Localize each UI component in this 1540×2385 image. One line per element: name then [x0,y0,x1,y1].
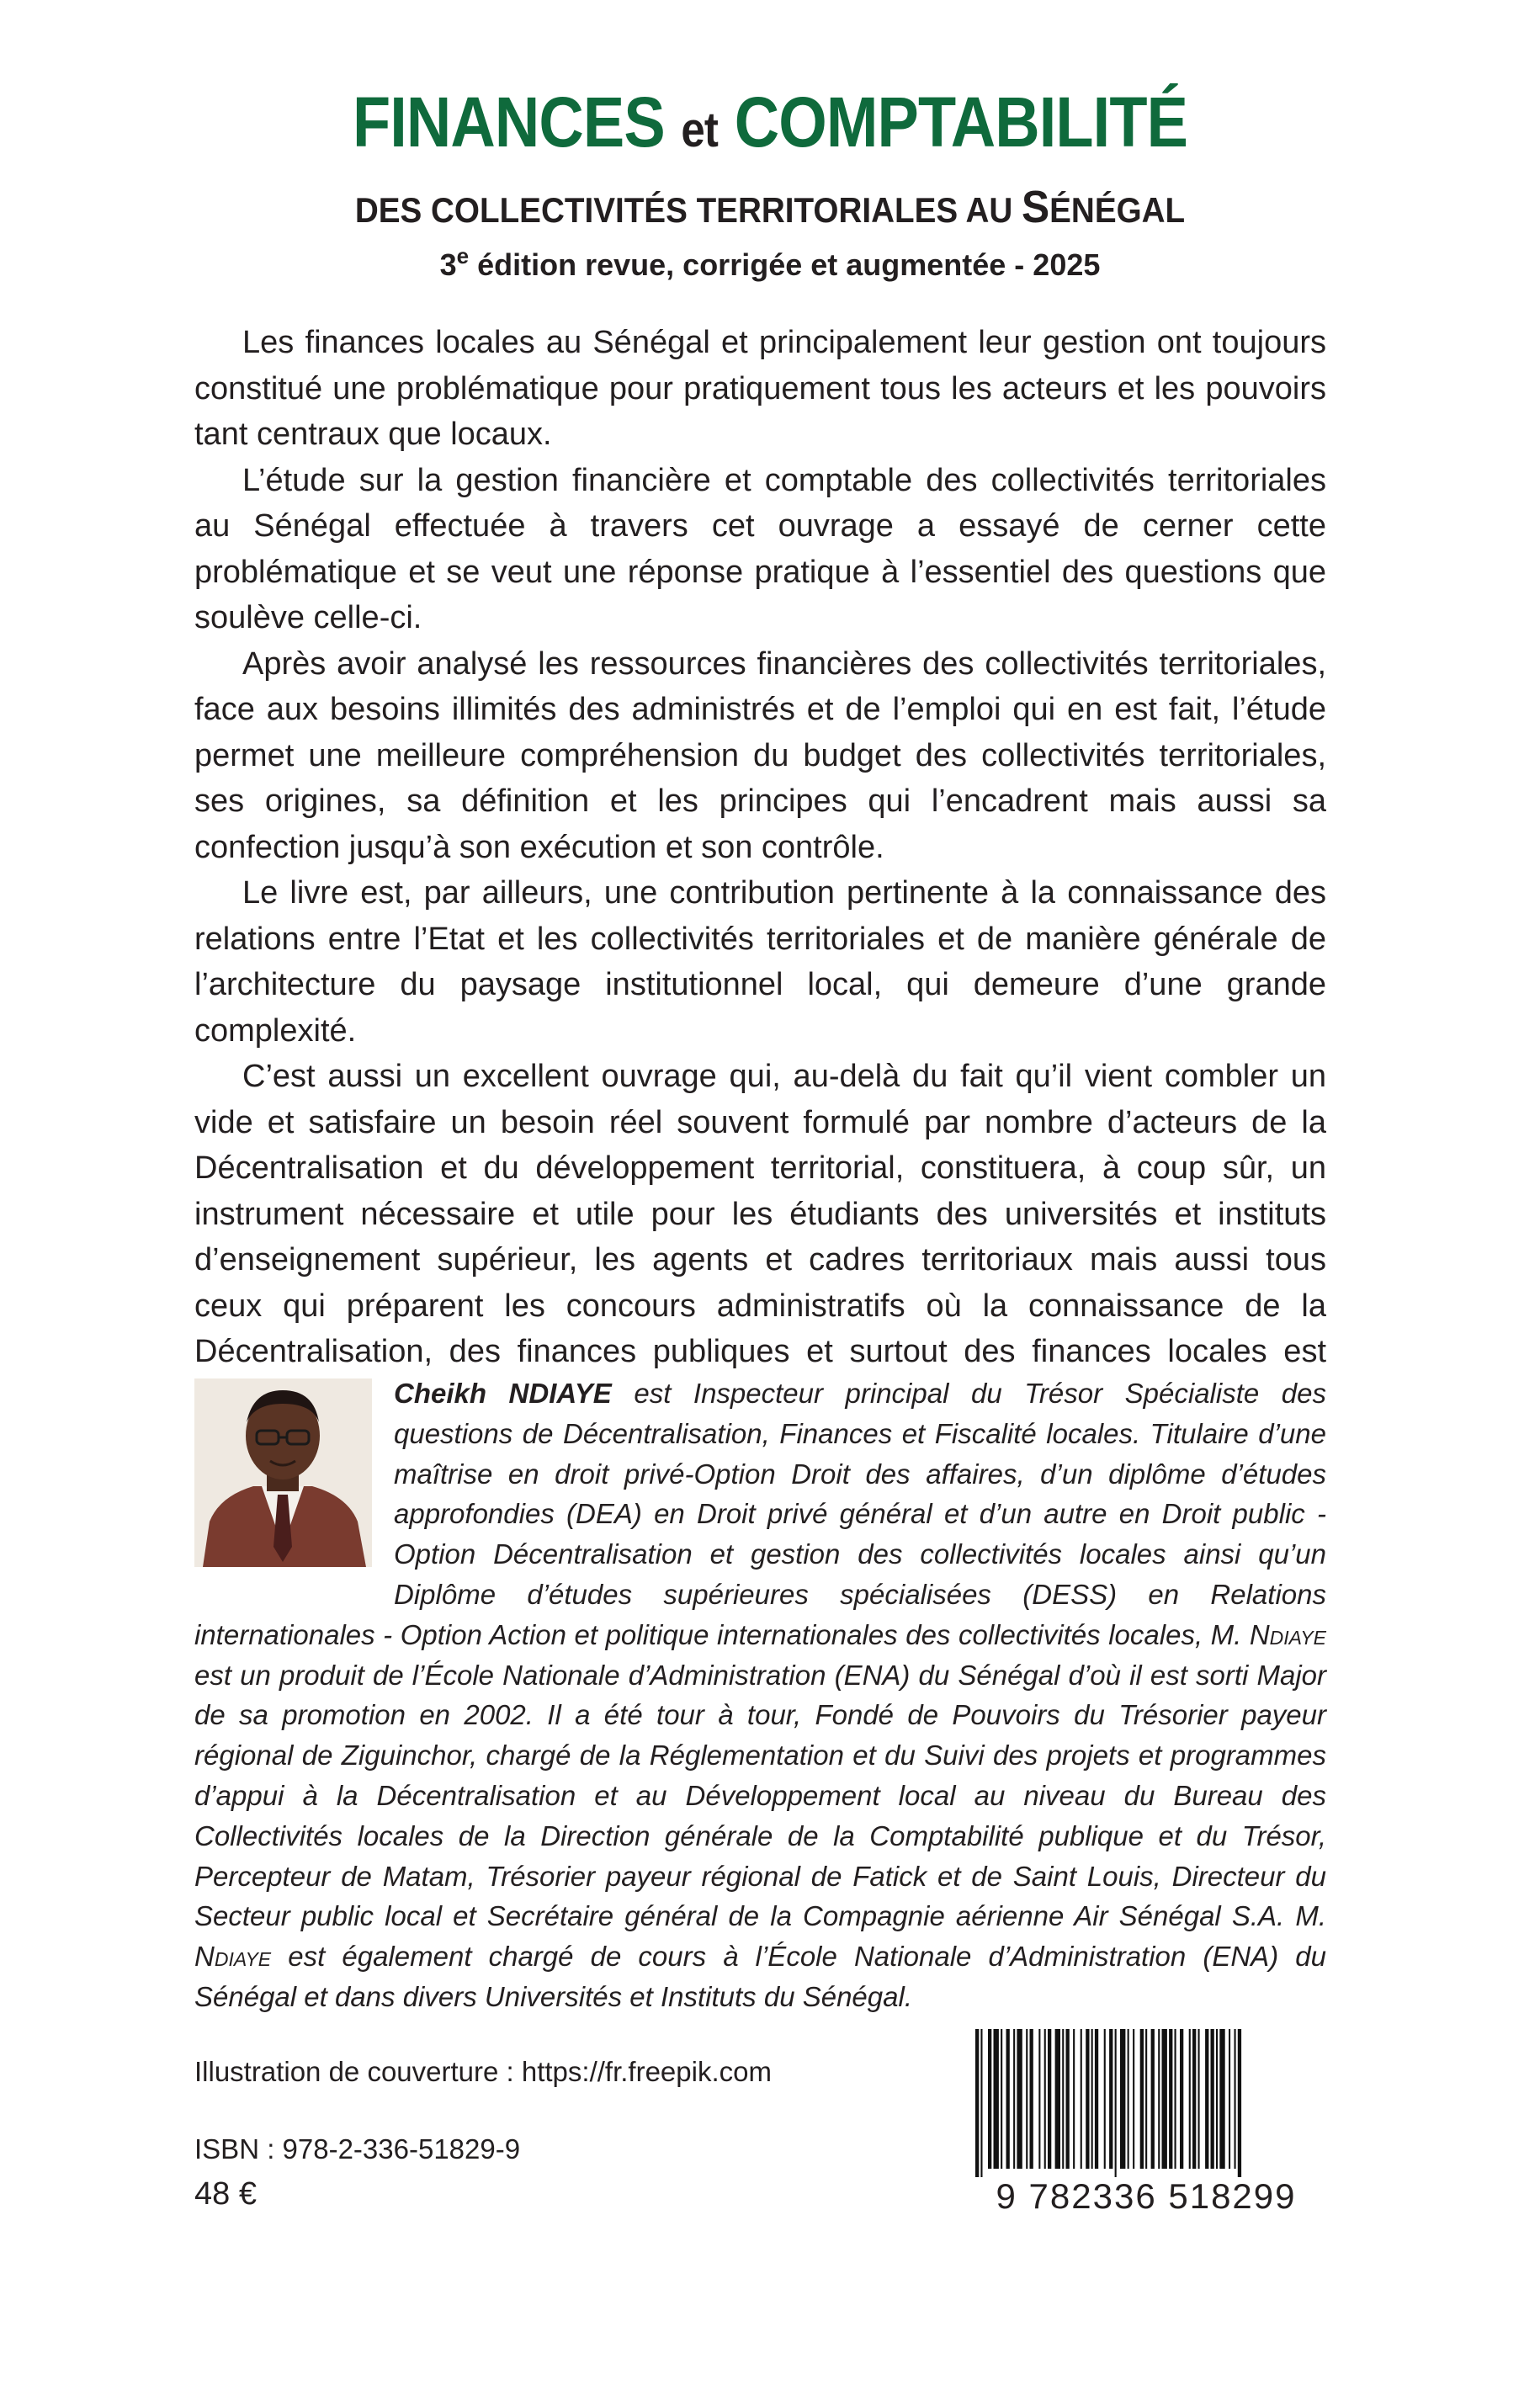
isbn: ISBN : 978-2-336-51829-9 [194,2133,521,2165]
barcode-bar [1198,2029,1200,2169]
barcode-bar [1158,2029,1160,2169]
barcode-bar [1086,2029,1089,2169]
author-photo [194,1378,372,1567]
subtitle-initial: S [1022,182,1050,232]
isbn-barcode [965,2026,1327,2215]
barcode-bar [1151,2029,1155,2169]
barcode-bar [988,2029,991,2169]
barcode-bar [1192,2029,1196,2169]
edition-superscript: e [456,243,470,268]
edition-line [0,243,1540,284]
barcode-bar [1091,2029,1093,2169]
barcode-bar [1001,2029,1002,2169]
barcode-bar [1235,2029,1236,2169]
barcode-bar [1073,2029,1075,2169]
subtitle-rest: ÉNÉGAL [1049,190,1186,230]
barcode-bar [975,2029,979,2177]
author-bio-part2: est un produit de l’École Nationale d’Administration (ENA) du Sénégal d’où il est sorti Major de sa promotion en 2002. Il a été tour à tour, Fondé de Pouvoirs du Trésorier payeur régional de Ziguinchor, chargé de la Réglementation et du Suivi des projets et programmes d’appui à la Décentralisation et au Développement local au niveau du Bureau des Collectivités locales de la Direction générale de la Comptabilité publique et du Trésor, Percepteur de Matam, Trésorier payeur régional de Fatick et de Saint Louis, Directeur du Secteur public local et Secrétaire général de la Compagnie aérienne Air Sénégal S.A. M. [194,1659,1326,1932]
barcode-bar [1238,2029,1241,2177]
book-title [93,80,1447,173]
barcode-bar [1145,2029,1147,2169]
blurb-paragraph: L’étude sur la gestion financière et comptable des collectivités territoriales au Sénégal effectuée à travers cet ouvrage a essayé de cerner cette problématique et se veut une réponse pratique à l’essentiel des questions que soulève celle-ci. [194,462,1326,635]
blurb-paragraph: Les finances locales au Sénégal et principalement leur gestion ont toujours constitué une problématique pour pratiquement tous les acteurs et les pouvoirs tant centraux que locaux. [194,325,1326,452]
price: 48 € [194,2176,257,2212]
barcode-bar [1062,2029,1064,2169]
barcode-bar [1229,2029,1230,2169]
title-finances: FINANCES [352,82,665,162]
barcode-bar [1095,2029,1098,2169]
illustration-credit: Illustration de couverture : https://fr.freepik.com [194,2056,772,2087]
title-et: et [681,103,719,157]
author-bio-part1: est Inspecteur principal du Trésor Spécialiste des questions de Décentralisation, Finances et Fiscalité locales. Titulaire d’une maîtrise en droit privé-Option Droit des affaires, d’un diplôme d’études approfondies (DEA) en Droit privé général et d’un autre en Droit public - Option Décentralisation et gestion des collectivités locales ainsi qu’un Diplôme d’études supérieures spécialisées (DESS) en Relations internationales - Option Action et politique internationales des collectivités locales, M. [194,1378,1326,1650]
barcode-bar [1066,2029,1070,2169]
barcode-bar [1109,2029,1113,2169]
barcode-bar [1175,2029,1176,2169]
author-portrait-image [194,1378,372,1567]
barcode-bars [965,2026,1327,2177]
blurb-paragraph: Le livre est, par ailleurs, une contribution pertinente à la connaissance des relations entre l’Etat et les collectivités territoriales et de manière générale de l’architecture du paysage institutionnel local, qui demeure d’une grande complexité. [194,875,1326,1049]
title-comptabilite: COMPTABILITÉ [734,82,1188,162]
barcode-bar [1044,2029,1046,2169]
barcode-bar [1013,2029,1015,2169]
author-surname-smallcaps: Ndiaye [194,1941,272,1973]
barcode-bar [980,2029,982,2177]
barcode-bar [1169,2029,1172,2169]
barcode-bar [1006,2029,1010,2169]
barcode-bar [1017,2029,1022,2169]
subtitle-main: DES COLLECTIVITÉS TERRITORIALES AU [354,190,1022,230]
barcode-bar [994,2029,999,2169]
barcode-bar [1030,2029,1033,2169]
barcode-bar [1026,2029,1028,2169]
barcode-bar [1081,2029,1082,2169]
barcode-bar [1104,2029,1106,2169]
author-name: Cheikh NDIAYE [394,1378,612,1409]
barcode-bar [1189,2029,1191,2169]
barcode-bar [1140,2029,1144,2169]
author-bio [194,1373,1326,2017]
barcode-bar [1211,2029,1214,2169]
blurb-paragraph: Après avoir analysé les ressources financières des collectivités territoriales, face aux besoins illimités des administrés et de l’emploi qui en est fait, l’étude permet une meilleure compréhension du budget des collectivités territoriales, ses origines, sa définition et les principes qui l’encadrent mais aussi sa confection jusqu’à son exécution et son contrôle. [194,645,1326,865]
barcode-bar [1120,2029,1125,2169]
barcode-bar [1162,2029,1167,2169]
barcode-digits: 9 782336 518299 [996,2176,1297,2216]
blurb [194,320,1326,1421]
cover-header [0,80,1540,284]
barcode-bar [1048,2029,1051,2169]
barcode-bar [1038,2029,1040,2169]
barcode-bar [1115,2029,1117,2177]
barcode-bar [1216,2029,1218,2169]
barcode-bar [1205,2029,1208,2169]
barcode-bar [1180,2029,1183,2169]
blurb-paragraph: C’est aussi un excellent ouvrage qui, au-delà du fait qu’il vient combler un vide et satisfaire un besoin réel souvent formulé par nombre d’acteurs de la Décentralisation et du développement territorial, constituera, à coup sûr, un instrument nécessaire et utile pour les étudiants des universités et instituts d’enseignement supérieur, les agents et cadres territoriaux mais aussi tous ceux qui préparent les concours administratifs où la connaissance de la Décentralisation, des finances publiques et surtout des finances locales est [194,1059,1326,1369]
barcode-bar [1133,2029,1134,2169]
author-bio-part3: est également chargé de cours à l’École Nationale d’Administration (ENA) du Sénégal et dans divers Universités et Instituts du Sénégal. [194,1941,1326,2012]
barcode-bar [1219,2029,1224,2169]
barcode-bar [1128,2029,1129,2169]
edition-text: édition revue, corrigée et augmentée - 2025 [469,247,1101,282]
book-subtitle [61,182,1479,232]
barcode-bar [1055,2029,1060,2169]
edition-number: 3 [439,247,457,282]
author-surname-smallcaps: Ndiaye [1249,1618,1326,1650]
